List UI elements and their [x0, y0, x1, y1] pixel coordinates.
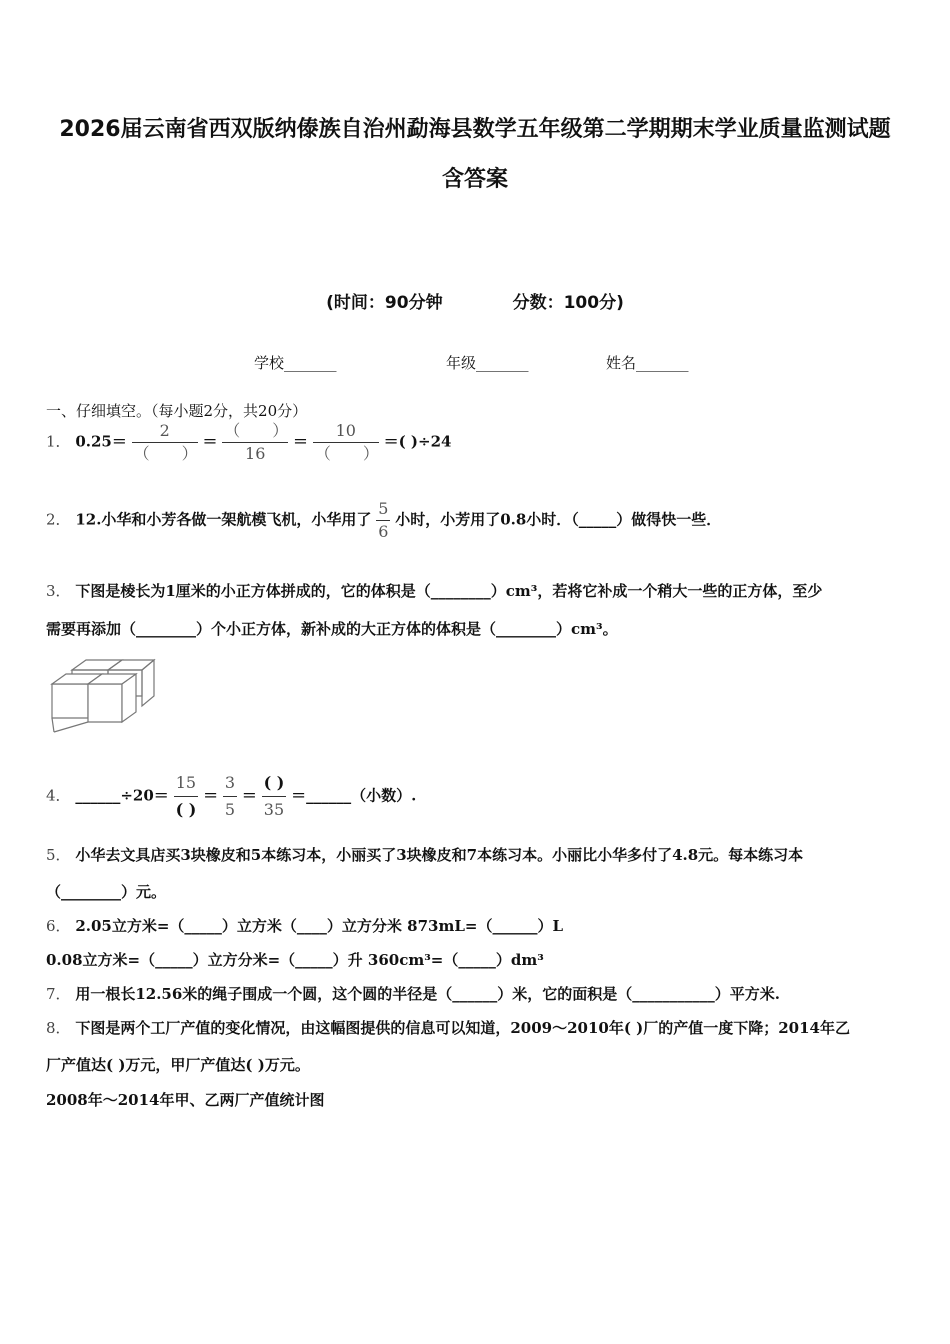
equals: ＝	[241, 786, 257, 805]
q3-text-b: 需要再添加（________）个小正方体，新补成的大正方体的体积是（________）cm³。	[46, 620, 618, 638]
q6-text-a: 2.05立方米=（_____）立方米（____）立方分米 873mL=（______）L	[75, 917, 563, 935]
q3-text-a: 下图是棱长为1厘米的小正方体拼成的，它的体积是（________）cm³，若将它补成一个稍大一些的正方体，至少	[75, 582, 823, 600]
numerator: 2	[159, 421, 170, 440]
question-number: 7．	[46, 985, 71, 1003]
denominator: （ ）	[314, 444, 379, 463]
q1-tail: ＝( )÷24	[383, 432, 452, 451]
question-6	[46, 915, 904, 937]
question-4	[46, 770, 904, 823]
denominator: 16	[222, 442, 288, 465]
numerator: 3	[224, 773, 236, 792]
question-number: 4．	[46, 786, 71, 805]
denominator: （ ）	[133, 444, 198, 463]
grade-field: 年级_______	[446, 354, 529, 372]
numerator: ( )	[263, 773, 285, 792]
q5-text-b: （________）元。	[46, 883, 167, 901]
equals: ＝	[203, 786, 219, 805]
cube-face	[52, 684, 88, 718]
question-8	[46, 1017, 904, 1039]
fraction	[223, 770, 237, 823]
numerator: 10	[335, 421, 356, 440]
numerator: 15	[175, 773, 197, 792]
question-1	[46, 420, 904, 465]
question-number: 6．	[46, 917, 71, 935]
question-7	[46, 983, 904, 1005]
denominator: ( )	[174, 796, 199, 823]
question-5-cont	[46, 881, 904, 903]
cube-face	[88, 684, 122, 722]
q1-lead: 0.25＝	[75, 432, 127, 451]
question-number: 3．	[46, 582, 71, 600]
school-field: 学校_______	[254, 354, 337, 372]
numerator: （ ）	[224, 421, 289, 440]
fraction	[222, 420, 288, 465]
cube-edge	[54, 722, 88, 732]
cube-edge	[52, 718, 54, 732]
question-3-cont	[46, 618, 904, 640]
question-8-cont	[46, 1054, 904, 1076]
q7-text-a: 用一根长12.56米的绳子围成一个圆，这个圆的半径是（______）米，它的面积是（___________）平方米.	[75, 985, 781, 1003]
q5-text-a: 小华去文具店买3块橡皮和5本练习本，小丽买了3块橡皮和7本练习本。小丽比小华多付了4.8元。每本练习本	[75, 846, 804, 864]
doc-title-line1: 2026届云南省西双版纳傣族自治州勐海县数学五年级第二学期期末学业质量监测试题	[59, 117, 891, 142]
exam-time: (时间：90分钟	[326, 293, 443, 313]
chart-caption	[46, 1089, 904, 1111]
q2-text-a: 12.小华和小芳各做一架航模飞机，小华用了	[75, 510, 372, 529]
cube-figure	[46, 656, 156, 736]
denominator: 6	[378, 522, 389, 541]
q6-text-b: 0.08立方米=（_____）立方分米=（_____）升 360cm³=（_____）dm³	[46, 951, 544, 969]
doc-title-line2: 含答案	[441, 167, 508, 192]
question-number: 5．	[46, 846, 71, 864]
q4-text-b: ＝______（小数）.	[291, 786, 417, 805]
denominator: 5	[223, 796, 237, 823]
fraction	[132, 420, 198, 465]
cube-face	[142, 660, 154, 706]
q4-text-a: ______÷20＝	[75, 786, 169, 805]
question-5	[46, 844, 904, 866]
question-number: 2．	[46, 510, 71, 529]
section1-heading: 一、仔细填空。（每小题2分，共20分）	[46, 402, 308, 420]
name-field: 姓名_______	[606, 354, 689, 372]
fraction	[376, 498, 390, 543]
numerator: 5	[378, 499, 389, 518]
equals: ＝	[202, 432, 218, 451]
question-number: 1．	[46, 432, 71, 451]
question-2	[46, 498, 904, 543]
denominator: 35	[262, 796, 287, 823]
equals: ＝	[293, 432, 309, 451]
q8-text-b: 厂产值达( )万元，甲厂产值达( )万元。	[46, 1056, 310, 1074]
exam-meta	[0, 288, 950, 313]
question-number: 8．	[46, 1019, 71, 1037]
fraction	[262, 770, 287, 823]
fraction	[313, 420, 379, 465]
q2-text-b: 小时，小芳用了0.8小时．（_____）做得快一些．	[395, 510, 722, 529]
q8-chart-title: 2008年～2014年甲、乙两厂产值统计图	[46, 1091, 325, 1109]
question-3	[46, 580, 904, 602]
fraction	[174, 770, 199, 823]
q8-text-a: 下图是两个工厂产值的变化情况，由这幅图提供的信息可以知道，2009～2010年( )厂的产值一度下降；2014年乙	[75, 1019, 850, 1037]
question-6-cont	[46, 949, 904, 971]
exam-score: 分数：100分)	[512, 293, 624, 313]
